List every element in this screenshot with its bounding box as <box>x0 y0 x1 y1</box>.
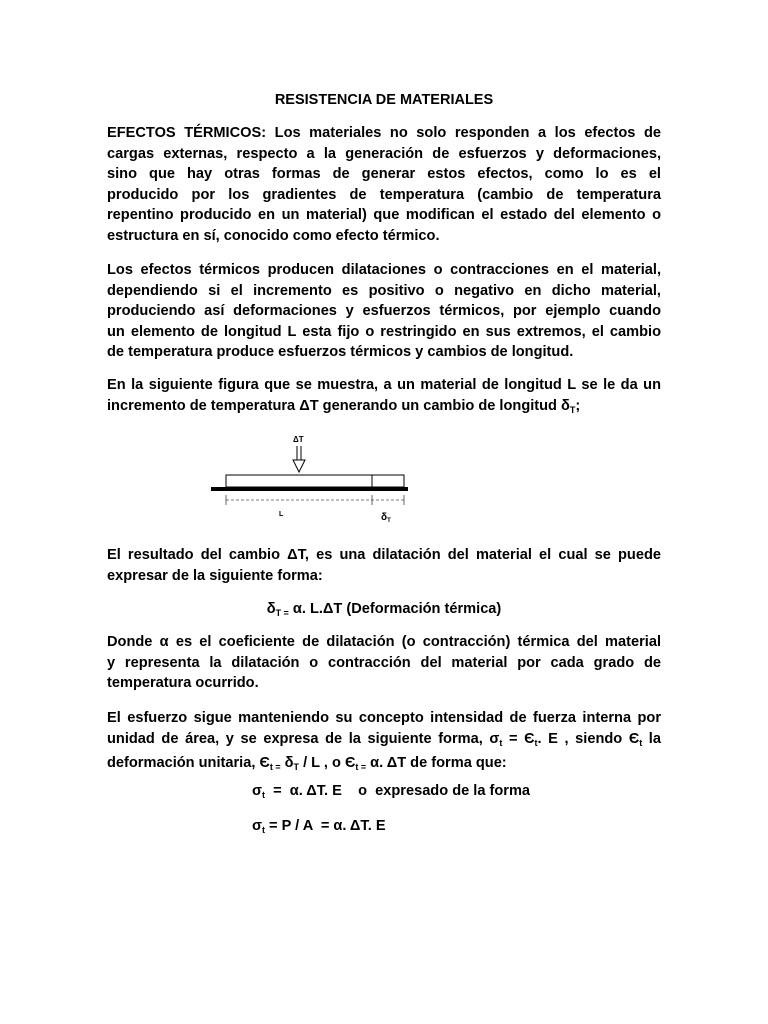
text-line: EFECTOS TÉRMICOS: Los materiales no solo responden a los efectos de <box>107 125 661 141</box>
text-line: estructura en sí, conocido como efecto térmico. <box>107 227 440 244</box>
text-fragment: incremento de temperatura ΔT generando un cambio de longitud δ <box>107 397 570 414</box>
text-line: de temperatura produce esfuerzos térmicos y cambios de longitud. <box>107 344 574 361</box>
subscript: T <box>569 404 576 415</box>
paragraph-result <box>107 545 661 586</box>
text-line: temperatura ocurrido. <box>107 675 259 692</box>
text-line: En la siguiente figura que se muestra, a un material de longitud L se le da un <box>107 377 661 393</box>
support-base <box>211 487 408 491</box>
figure-delta-label: $\delta_T$ <box>381 512 391 524</box>
text-line: sino que hay otras formas de generar estos efectos, como lo es el <box>107 166 661 183</box>
text-fragment: α. L.ΔT (Deformación térmica) <box>288 601 502 617</box>
text-line: El esfuerzo sigue manteniendo su concepto intensidad de fuerza interna por <box>107 710 661 726</box>
text-line: dependiendo si el incremento es positivo o negativo en dicho material, <box>107 282 661 299</box>
material-bar <box>226 475 372 487</box>
figure-delta-t-label: ΔT <box>293 435 304 444</box>
paragraph-thermal-effects <box>107 123 661 247</box>
equation-thermal-deformation <box>0 601 768 618</box>
text-line: cargas externas, respecto a la generación de esfuerzos y deformaciones, <box>107 145 661 162</box>
text-line: un elemento de longitud L esta fijo o restringido en sus extremos, el cambio <box>107 323 661 340</box>
text-line: El resultado del cambio ΔT, es una dilatación del material el cual se puede <box>107 547 661 563</box>
text-fragment: ; <box>575 397 581 414</box>
document-title: RESISTENCIA DE MATERIALES <box>274 92 494 108</box>
text-line <box>107 396 661 421</box>
text-line: Donde α es el coeficiente de dilatación (o contracción) térmica del material <box>107 634 661 650</box>
dimension-line <box>226 495 404 505</box>
paragraph-coefficient <box>107 632 661 694</box>
down-arrow-icon <box>293 446 305 472</box>
text-line: repentino producido en un material) que modifican el estado del elemento o <box>107 207 661 224</box>
text-line: unidad de área, y se expresa de la siguiente forma, $\sigma_t = Є_t$. E , siendo $Є_t$ la <box>107 730 661 748</box>
formula-stress-2: $\sigma_t = P / A = \alpha$. ΔT. E <box>252 818 386 835</box>
figure-length-label: L <box>279 511 284 518</box>
text-line: produciendo así deformaciones y esfuerzos térmicos, por ejemplo cuando <box>107 303 661 320</box>
text-line: Los efectos térmicos producen dilataciones o contracciones en el material, <box>107 262 661 278</box>
text-line: expresar de la siguiente forma: <box>107 567 323 584</box>
paragraph-stress <box>107 708 661 778</box>
text-line: deformación unitaria, $Є_{t =}$ $\delta_T$ / L , o $Є_{t =}$ α. ΔT de forma que: <box>107 755 507 773</box>
paragraph-figure-intro <box>107 375 661 420</box>
expansion-segment <box>372 475 404 487</box>
thermal-expansion-figure <box>205 432 415 524</box>
text-line: y representa la dilatación o contracción del material por cada grado de <box>107 654 661 671</box>
subscript: T = <box>275 608 289 618</box>
text-line: producido por los gradientes de temperatura (cambio de temperatura <box>107 186 661 203</box>
formula-stress-1: $\sigma_t = \alpha$. ΔT. E o expresado de la forma <box>252 783 531 800</box>
paragraph-dilatations <box>107 260 661 363</box>
text-fragment: δ <box>266 601 276 617</box>
